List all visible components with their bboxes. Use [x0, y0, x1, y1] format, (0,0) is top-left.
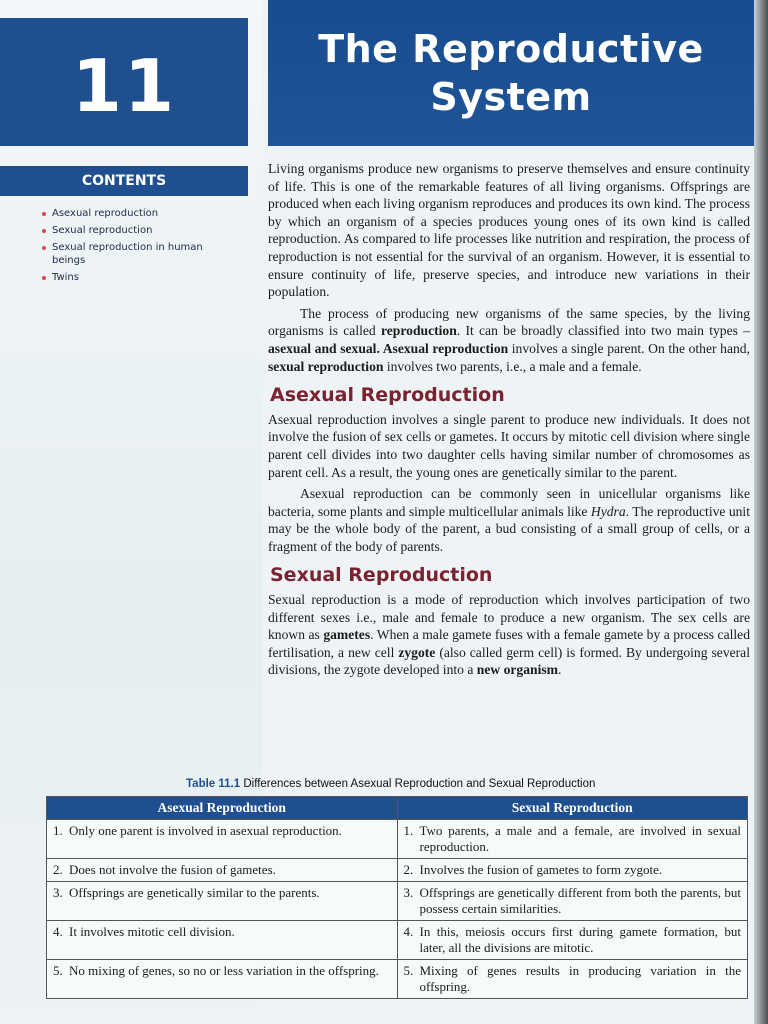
cell-text: Offsprings are genetically similar to the parents. [69, 885, 320, 900]
row-number: 1. [403, 823, 414, 838]
chapter-title-line-2: System [430, 75, 592, 119]
cell-text: No mixing of genes, so no or less variation in the offspring. [69, 963, 379, 978]
cell-text: It involves mitotic cell division. [69, 924, 235, 939]
intro-p2-text-a: The process of producing new organisms of the same species, by the living organisms is called [268, 305, 750, 339]
chapter-number: 11 [71, 44, 177, 128]
table-header-row [47, 797, 748, 820]
row-number: 1. [53, 823, 63, 838]
intro-p2-text-c: . It can be broadly classified into two main types – [456, 323, 750, 339]
sexual-heading: Sexual Reproduction [270, 564, 493, 587]
asexual-p2-text-a: Asexual reproduction can be commonly seen in unicellular organisms like bacteria, some plants and simple multicellular animals like [268, 486, 750, 519]
cell-text: Offsprings are genetically different from both the parents, but possess certain similarities. [419, 885, 741, 916]
sexual-text-c: . When a male gamete fuses with a female gamete by a process called fertilisation, a new cell [268, 627, 750, 660]
row-number: 5. [403, 963, 414, 978]
asexual-p2-term-hydra: Hydra [590, 503, 626, 519]
table-row [47, 859, 748, 882]
sexual-text-g: . [557, 662, 562, 678]
intro-paragraph-2 [268, 305, 750, 375]
contents-item-asexual: Asexual reproduction [40, 207, 230, 220]
cell-text: Only one parent is involved in asexual reproduction. [69, 823, 342, 838]
table-row [47, 882, 748, 921]
intro-p2-text-g: involves two parents, i.e., a male and a female. [383, 358, 642, 374]
cell-text: Involves the fusion of gametes to form zygote. [419, 862, 663, 877]
sexual-term-gametes: gametes [323, 627, 371, 643]
page-binding-edge [754, 0, 768, 1024]
asexual-paragraph-2 [268, 485, 750, 555]
cell-text: Mixing of genes results in producing variation in the offspring. [419, 963, 741, 994]
table-row [47, 820, 748, 859]
row-number: 4. [403, 924, 414, 939]
table-caption-text: Differences between Asexual Reproduction and Sexual Reproduction [243, 778, 596, 790]
table-cell-asexual [47, 960, 398, 999]
table-cell-asexual [47, 859, 398, 882]
intro-p2-term-types: asexual and sexual. Asexual reproduction [268, 340, 509, 356]
contents-list [40, 207, 230, 288]
asexual-paragraph-1: Asexual reproduction involves a single parent to produce new individuals. It does not involve the fusion of sex cells or gametes. It occurs by mitotic cell division where single parent cell divides into two daughter cells having similar number of chromosomes as parent cell. As a result, the young ones are genetically similar to the parent. [268, 411, 750, 480]
comparison-table [46, 796, 748, 999]
contents-item-twins: Twins [40, 271, 230, 284]
table-cell-sexual [397, 859, 748, 882]
intro-p2-term-sexual: sexual reproduction [268, 358, 384, 374]
sexual-paragraph [268, 591, 750, 679]
table-row [47, 960, 748, 999]
asexual-p2-text-c: . The reproductive unit may be the whole body of the parent, a bud consisting of a small group of cells, or a fragment of the body of parents. [268, 503, 750, 554]
table-cell-asexual [47, 921, 398, 960]
contents-item-human: Sexual reproduction in human beings [40, 241, 230, 267]
table-cell-asexual [47, 820, 398, 859]
cell-text: Does not involve the fusion of gametes. [69, 862, 276, 877]
row-number: 4. [53, 924, 63, 939]
cell-text: In this, meiosis occurs first during gamete formation, but later, all the divisions are mitotic. [419, 924, 741, 955]
chapter-number-box [0, 18, 248, 146]
intro-paragraph-1: Living organisms produce new organisms to preserve themselves and ensure continuity of life. This is one of the remarkable features of all living organisms. Offsprings are produced when each living organism reproduces and produces its own kind. The process by which an organism of a species produces young ones of its own kind is called reproduction. As compared to life processes like nutrition and respiration, the process of reproduction is not essential for the survival of an organism. However, it is essential to ensure continuity of life, preserve species, and introduce new variations in their population. [268, 161, 750, 300]
intro-p2-text-e: involves a single parent. On the other hand, [508, 340, 750, 356]
table-header-sexual: Sexual Reproduction [397, 797, 748, 820]
table-caption [186, 778, 746, 790]
row-number: 3. [403, 885, 414, 900]
row-number: 2. [403, 862, 414, 877]
table-caption-number: Table 11.1 [186, 778, 241, 790]
table-cell-sexual [397, 882, 748, 921]
table-cell-sexual [397, 921, 748, 960]
table-cell-asexual [47, 882, 398, 921]
asexual-heading: Asexual Reproduction [270, 384, 505, 407]
intro-p2-term-reproduction: reproduction [380, 323, 457, 339]
sexual-term-zygote: zygote [398, 644, 436, 660]
chapter-title-line-1: The Reproductive [318, 27, 704, 71]
table-row [47, 921, 748, 960]
table-header-asexual: Asexual Reproduction [47, 797, 398, 820]
cell-text: Two parents, a male and a female, are involved in sexual reproduction. [419, 823, 741, 854]
row-number: 5. [53, 963, 63, 978]
chapter-title-box [268, 0, 754, 146]
row-number: 2. [53, 862, 63, 877]
table-cell-sexual [397, 960, 748, 999]
sexual-text-a: Sexual reproduction is a mode of reproduction which involves participation of two different sexes i.e., male and female to produce a new organism. The sex cells are known as [268, 592, 750, 643]
row-number: 3. [53, 885, 63, 900]
sexual-text-e: (also called germ cell) is formed. By undergoing several divisions, the zygote developed into a [268, 644, 750, 678]
contents-heading: CONTENTS [0, 166, 248, 196]
sexual-term-new-organism: new organism [476, 662, 558, 678]
contents-item-sexual: Sexual reproduction [40, 224, 230, 237]
table-cell-sexual [397, 820, 748, 859]
main-text-column [268, 160, 750, 683]
